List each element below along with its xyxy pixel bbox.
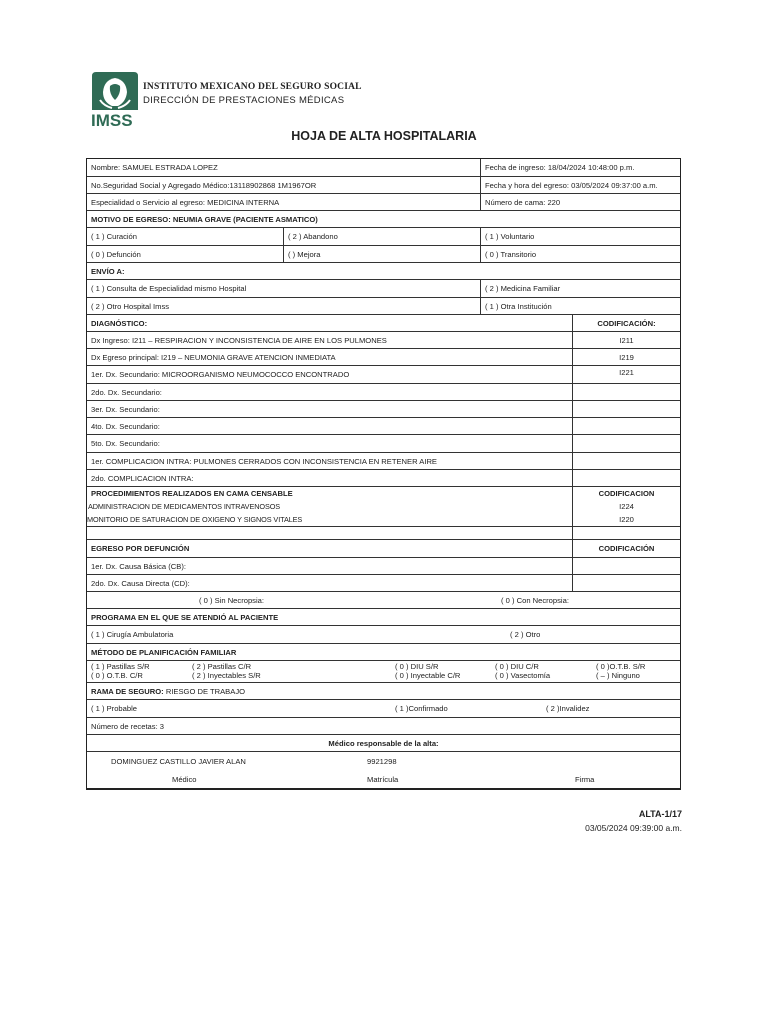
method-option: ( 2 ) Pastillas C/R [192,662,252,671]
social-security-number: No.Seguridad Social y Agregado Médico:13118902868 1M1967OR [91,180,317,190]
patient-row-1 [87,159,680,177]
method-option: ( 0 ) DIU C/R [495,662,539,671]
physician-labels-row [87,770,680,788]
method-option: ( 1 ) Pastillas S/R [91,662,150,671]
discharge-date: Fecha y hora del egreso: 03/05/2024 09:37:00 a.m. [480,177,680,193]
bed-number: Número de cama: 220 [480,194,680,210]
diagnosis-text: 1er. COMPLICACION INTRA: PULMONES CERRADOS CON INCONSISTENCIA EN RETENER AIRE [91,456,437,466]
referral-heading-row [87,263,680,280]
diagnosis-code [572,435,680,452]
insurance-options-row [87,700,680,718]
procedure-row [87,527,680,540]
patient-name: Nombre: SAMUEL ESTRADA LOPEZ [91,163,218,172]
method-option: ( 0 ) DIU S/R [395,662,439,671]
family-planning-heading: MÉTODO DE PLANIFICACIÓN FAMILIAR [91,647,237,657]
family-planning-heading-row [87,644,680,661]
referral-heading: ENVÍO A: [91,266,125,276]
org-department: DIRECCIÓN DE PRESTACIONES MÉDICAS [143,95,345,106]
family-planning-row [87,661,680,683]
diagnosis-code-heading: CODIFICACIÓN: [572,315,680,331]
basic-cause: 1er. Dx. Causa Básica (CB): [91,561,186,571]
method-option: ( 0 ) O.T.B. C/R [91,670,143,680]
procedure-code: I220 [572,513,680,526]
diagnosis-text: 2do. COMPLICACION INTRA: [91,473,194,483]
without-necropsy: ( 0 ) Sin Necropsia: [199,595,264,605]
diagnosis-code [572,401,680,417]
discharge-reason-row-2 [87,246,680,263]
referral-medicina-familiar: ( 2 ) Medicina Familiar [480,280,680,297]
diagnosis-row [87,453,680,470]
diagnosis-text: Dx Ingreso: I211 – RESPIRACION Y INCONSISTENCIA DE AIRE EN LOS PULMONES [91,335,387,345]
insurance-branch-value: RIESGO DE TRABAJO [163,686,246,696]
referral-row-1 [87,280,680,298]
discharge-form [86,158,681,790]
diagnosis-row [87,401,680,418]
procedures-heading: PROCEDIMIENTOS REALIZADOS EN CAMA CENSABLE [91,489,293,498]
insurance-branch-row [87,683,680,700]
option-defuncion: ( 0 ) Defunción [91,249,141,259]
death-heading-row [87,540,680,558]
procedure-code [572,527,680,539]
diagnosis-row [87,366,680,384]
admission-date: Fecha de ingreso: 18/04/2024 10:48:00 p.m. [480,159,680,176]
label-medico: Médico [172,774,197,784]
option-mejora: ( ) Mejora [283,246,480,262]
program-heading-row [87,609,680,626]
method-option: ( – ) Ninguno [596,670,640,680]
program-otro: ( 2 ) Otro [510,630,541,639]
direct-cause-code [572,575,680,591]
option-curacion: ( 1 ) Curación [91,232,138,241]
referral-otro-hospital: ( 2 ) Otro Hospital Imss [91,301,170,311]
org-name: INSTITUTO MEXICANO DEL SEGURO SOCIAL [143,82,362,92]
option-probable: ( 1 ) Probable [91,704,138,713]
program-cirugia: ( 1 ) Cirugía Ambulatoria [91,630,174,639]
physician-row [87,752,680,770]
diagnosis-heading-row [87,315,680,332]
referral-row-2 [87,298,680,315]
necropsy-row [87,592,680,609]
insurance-branch [87,683,680,699]
physician-heading-row [87,735,680,752]
diagnosis-code [572,384,680,400]
patient-row-2 [87,177,680,194]
death-code-heading: CODIFICACIÓN [572,540,680,557]
program-row [87,626,680,644]
diagnosis-row [87,384,680,401]
referral-otra-institucion: ( 1 ) Otra Institución [480,298,680,314]
diagnosis-text: 4to. Dx. Secundario: [91,421,160,431]
option-abandono: ( 2 ) Abandono [283,228,480,245]
option-invalidez: ( 2 )Invalidez [546,704,590,713]
diagnosis-text: 1er. Dx. Secundario: MICROORGANISMO NEUMOCOCCO ENCONTRADO [91,370,350,379]
procedure-text: MONITORIO DE SATURACION DE OXIGENO Y SIGNOS VITALES [87,515,303,524]
method-option: ( 2 ) Inyectables S/R [192,670,261,680]
prescriptions-row [87,718,680,735]
diagnosis-code [572,418,680,434]
prescriptions-count: Número de recetas: 3 [91,721,165,731]
logo-text: IMSS [91,111,133,130]
print-datetime: 03/05/2024 09:39:00 a.m. [585,823,682,833]
physician-name: DOMINGUEZ CASTILLO JAVIER ALAN [111,756,246,766]
method-option: ( 0 ) Inyectable C/R [395,670,461,680]
family-planning-col [592,661,682,682]
diagnosis-row [87,418,680,435]
family-planning-col [491,661,591,682]
procedure-row [87,500,680,513]
diagnosis-text: 3er. Dx. Secundario: [91,404,160,414]
with-necropsy: ( 0 ) Con Necropsia: [501,595,569,605]
death-heading: EGRESO POR DEFUNCIÓN [91,544,190,553]
form-code: ALTA-1/17 [638,809,682,819]
diagnosis-text: 2do. Dx. Secundario: [91,387,162,397]
patient-row-3 [87,194,680,211]
discharge-reason-heading: MOTIVO DE EGRESO: NEUMIA GRAVE (PACIENTE ASMATICO) [91,214,318,224]
procedure-text: ADMINISTRACION DE MEDICAMENTOS INTRAVENOSOS [88,502,281,511]
insurance-branch-label: RAMA DE SEGURO: [91,686,164,696]
procedure-text [87,527,572,539]
program-heading: PROGRAMA EN EL QUE SE ATENDIÓ AL PACIENTE [91,612,279,622]
diagnosis-row [87,349,680,366]
family-planning-col [188,661,378,682]
procedures-code-heading: CODIFICACION [572,487,680,500]
family-planning-col [87,661,187,682]
referral-consulta: ( 1 ) Consulta de Especialidad mismo Hospital [91,284,247,293]
death-cause-row [87,558,680,575]
diagnosis-text: Dx Egreso principal: I219 – NEUMONIA GRAVE ATENCION INMEDIATA [91,352,336,362]
physician-heading: Médico responsable de la alta: [328,738,439,748]
option-confirmado: ( 1 )Confirmado [395,704,448,713]
label-matricula: Matrícula [367,774,399,784]
basic-cause-code [572,558,680,574]
diagnosis-code [572,470,680,486]
diagnosis-text: 5to. Dx. Secundario: [91,439,160,448]
imss-logo [90,70,140,132]
diagnosis-row [87,435,680,453]
method-option: ( 0 ) Vasectomía [495,670,551,680]
family-planning-col [391,661,491,682]
method-option: ( 0 )O.T.B. S/R [596,662,646,671]
diagnosis-row [87,470,680,487]
page-title: HOJA DE ALTA HOSPITALARIA [291,129,477,143]
procedures-heading-row [87,487,680,500]
direct-cause: 2do. Dx. Causa Directa (CD): [91,578,190,588]
diagnosis-heading: DIAGNÓSTICO: [91,318,148,328]
procedure-row [87,513,680,527]
physician-id: 9921298 [367,756,397,766]
diagnosis-code: I219 [572,349,680,365]
option-voluntario: ( 1 ) Voluntario [480,228,680,245]
death-cause-row [87,575,680,592]
specialty: Especialidad o Servicio al egreso: MEDICINA INTERNA [91,197,280,207]
procedure-code: I224 [572,500,680,513]
label-firma: Firma [575,774,595,784]
discharge-reason-heading-row [87,211,680,228]
diagnosis-row [87,332,680,349]
diagnosis-code: I221 [572,366,680,383]
option-transitorio: ( 0 ) Transitorio [480,246,680,262]
discharge-reason-row-1 [87,228,680,246]
diagnosis-code [572,453,680,469]
diagnosis-code: I211 [572,332,680,348]
